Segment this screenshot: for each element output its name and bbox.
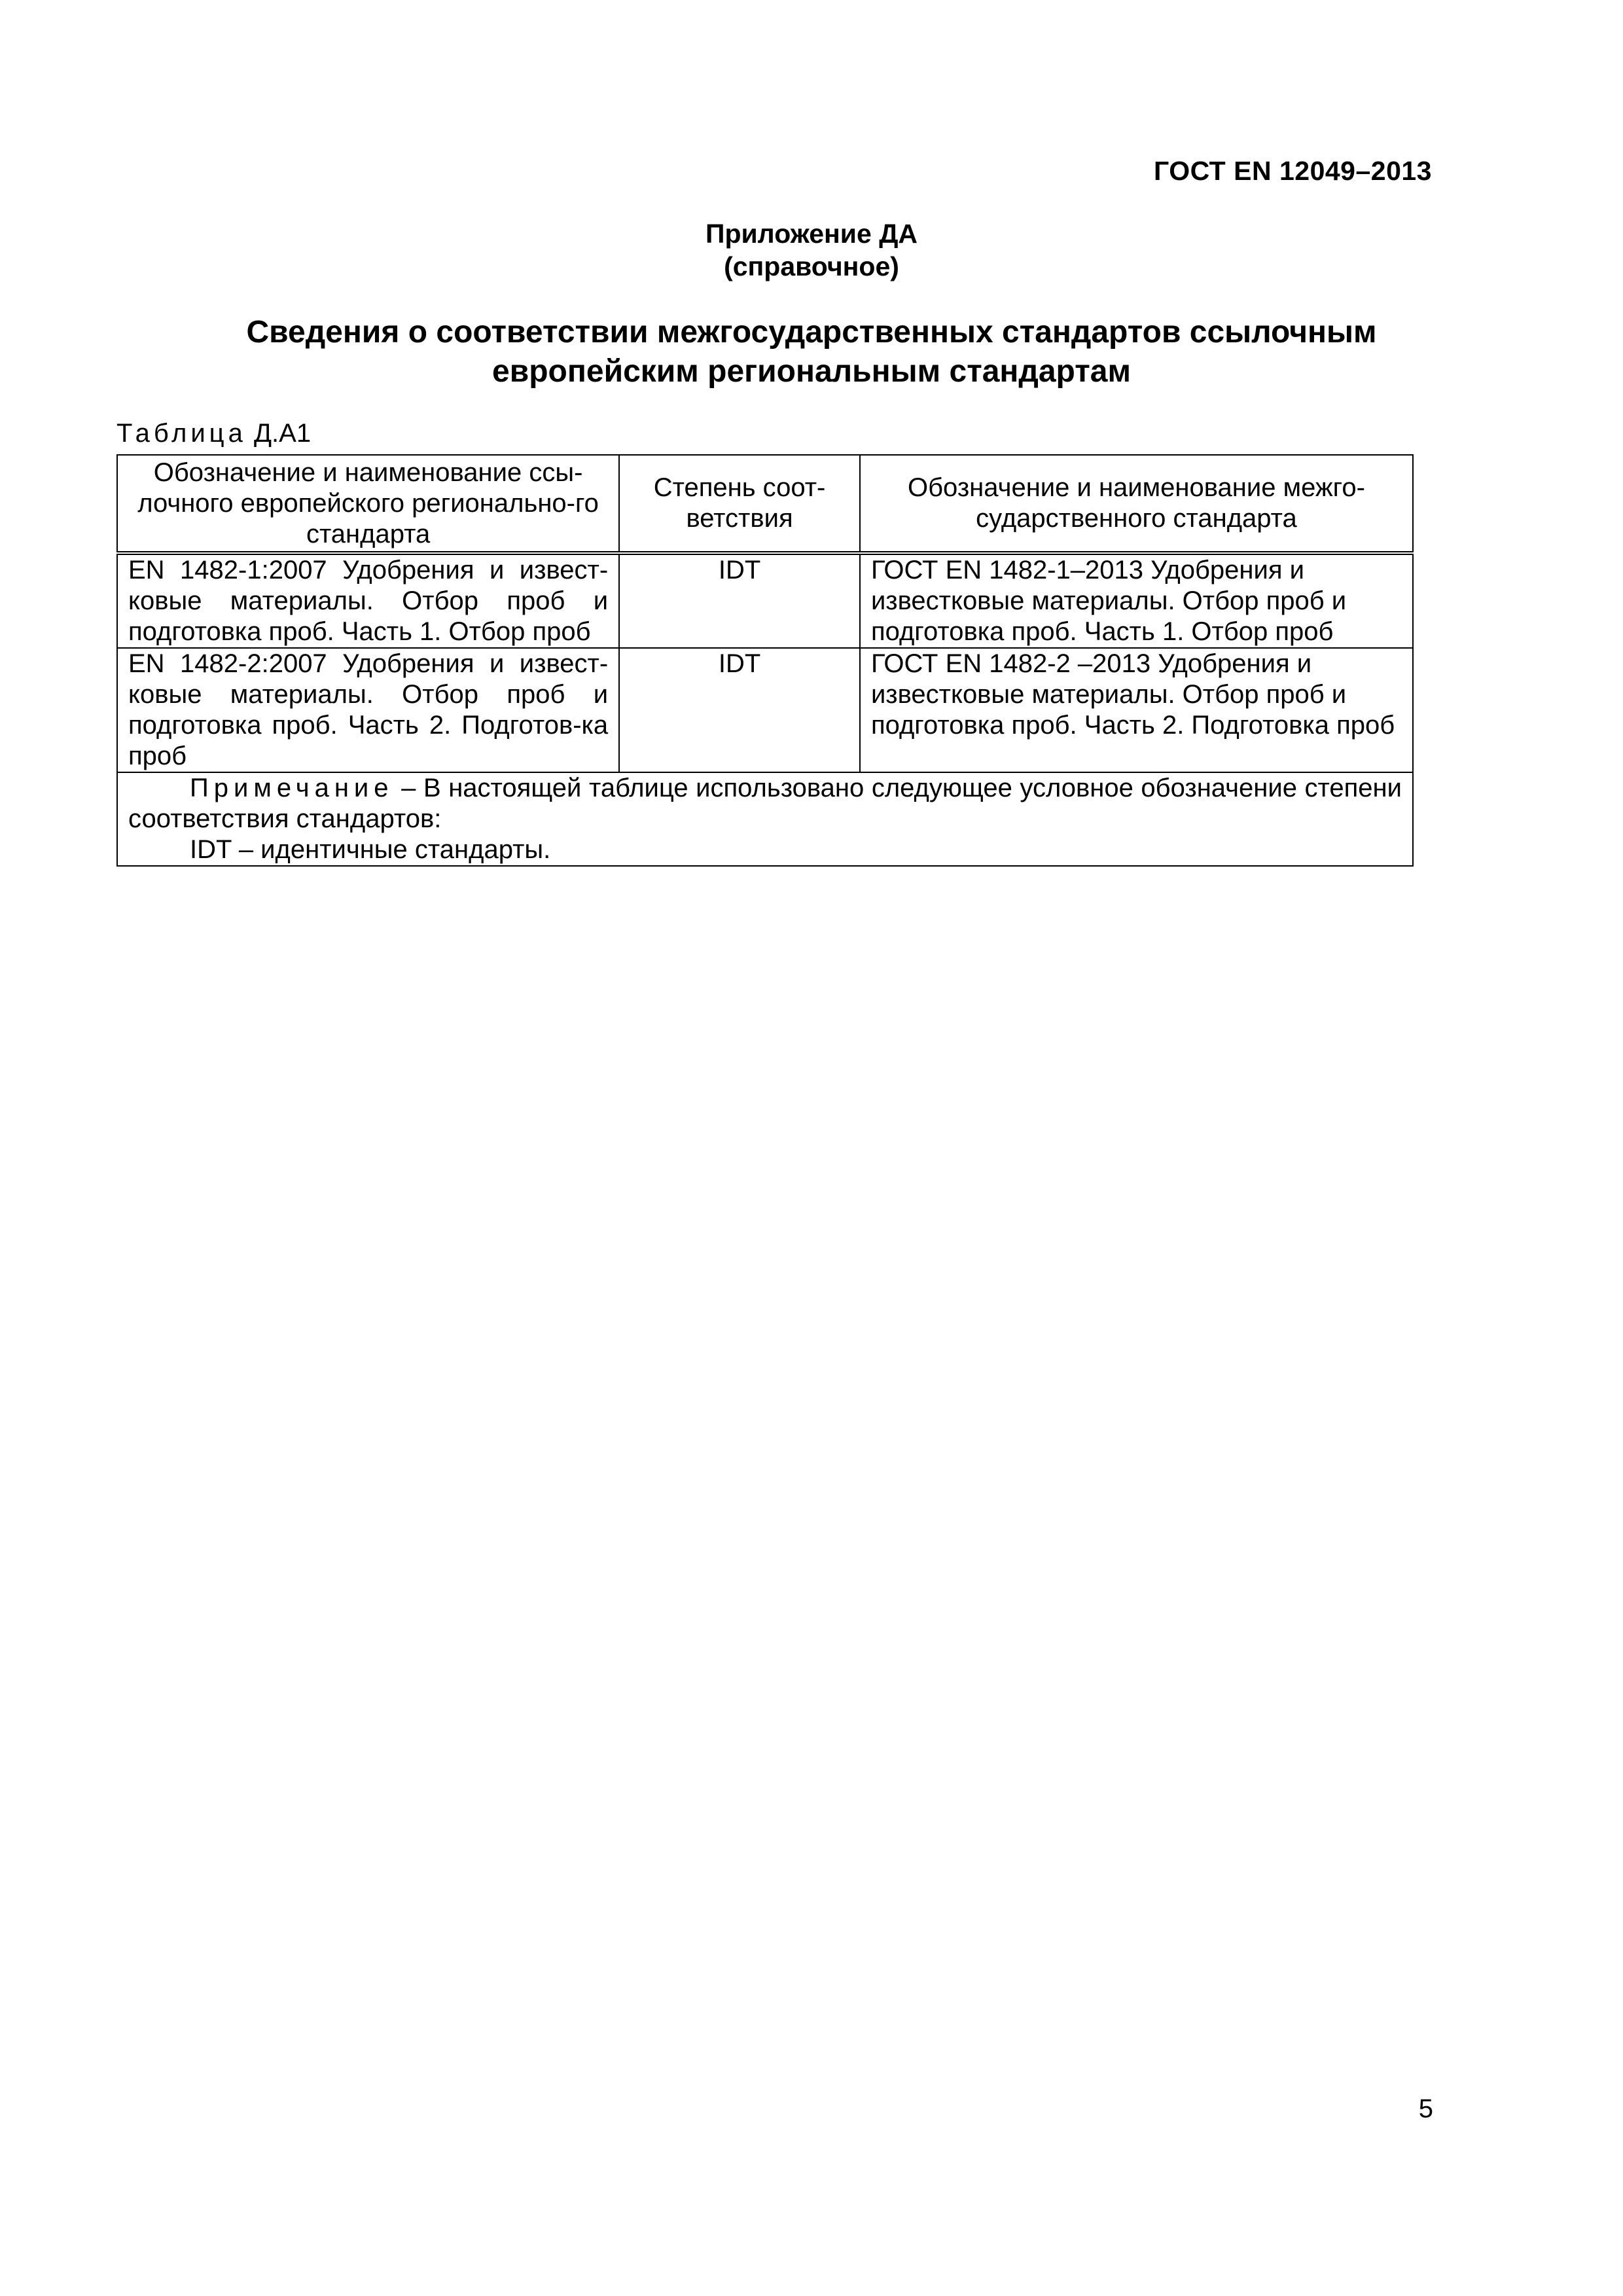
table-header-row <box>117 455 1413 553</box>
table-caption <box>116 419 311 448</box>
cell-interstate-standard: ГОСТ EN 1482-1–2013 Удобрения и известковые материалы. Отбор проб и подготовка проб. Часть 1. Отбор проб <box>860 553 1413 648</box>
cell-interstate-standard: ГОСТ EN 1482-2 –2013 Удобрения и известковые материалы. Отбор проб и подготовка проб. Часть 2. Подготовка проб <box>860 648 1413 772</box>
note-label: Примечание <box>190 774 394 802</box>
document-title-line2: европейским региональным стандартам <box>492 354 1131 389</box>
document-title-line1: Сведения о соответствии межгосударственных стандартов ссылочным <box>246 315 1377 350</box>
note-abbreviation: IDT – идентичные стандарты. <box>190 835 551 864</box>
note-text: – В настоящей таблице использовано следующее условное обозначение степени соответствия стандартов: <box>128 774 1402 833</box>
cell-reference-standard: EN 1482-1:2007 Удобрения и извест-ковые материалы. Отбор проб и подготовка проб. Часть 1. Отбор проб <box>117 553 619 648</box>
appendix-title: Приложение ДА <box>705 219 918 249</box>
header-reference-standard: Обозначение и наименование ссы-лочного европейского регионально-го стандарта <box>117 455 619 553</box>
cell-reference-standard: EN 1482-2:2007 Удобрения и извест-ковые материалы. Отбор проб и подготовка проб. Часть 2. Подготов-ка проб <box>117 648 619 772</box>
table-caption-number: Д.А1 <box>253 419 312 448</box>
header-interstate-standard: Обозначение и наименование межго-сударственного стандарта <box>860 455 1413 553</box>
table-caption-label: Таблица <box>116 419 247 448</box>
table-row <box>117 648 1413 772</box>
page-number: 5 <box>1418 2094 1433 2123</box>
correspondence-table <box>116 454 1414 867</box>
cell-degree: IDT <box>619 648 860 772</box>
table-row <box>117 553 1413 648</box>
appendix-heading <box>0 217 1623 283</box>
document-title <box>170 313 1453 391</box>
table-note-row <box>117 772 1413 866</box>
table-note <box>117 772 1413 866</box>
header-degree-of-correspondence: Степень соот-ветствия <box>619 455 860 553</box>
appendix-subtitle: (справочное) <box>724 251 899 281</box>
document-identifier: ГОСТ EN 12049–2013 <box>1154 156 1432 186</box>
cell-degree: IDT <box>619 553 860 648</box>
